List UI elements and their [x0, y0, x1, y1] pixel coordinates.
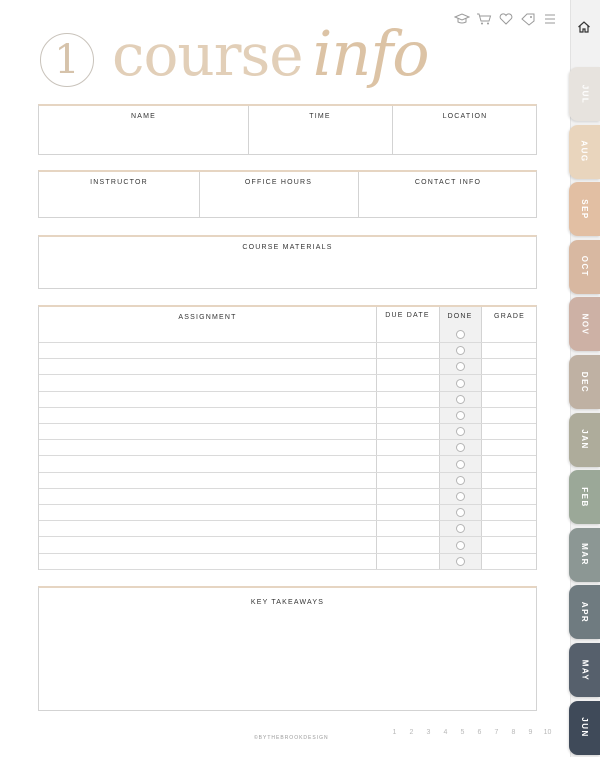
page-number-link[interactable]: 3: [426, 729, 431, 736]
course-basics-box: [38, 104, 537, 155]
table-row: [39, 358, 536, 359]
key-takeaways-label: KEY TAKEAWAYS: [250, 599, 325, 606]
page-number-link[interactable]: 7: [494, 729, 499, 736]
due-date-divider: [376, 307, 377, 569]
title-main: course: [112, 21, 303, 89]
page-number-link[interactable]: 4: [443, 729, 448, 736]
title-script: info: [312, 17, 429, 90]
table-row: [39, 504, 536, 505]
home-icon[interactable]: [576, 19, 592, 35]
table-row: [39, 488, 536, 489]
done-checkbox[interactable]: [456, 330, 465, 339]
page-number-link[interactable]: 5: [460, 729, 465, 736]
table-row: [39, 569, 536, 570]
course-number-badge: 1: [40, 33, 94, 87]
grade-header: GRADE: [494, 313, 525, 320]
grade-divider: [481, 307, 482, 569]
tab-apr[interactable]: [569, 585, 600, 639]
tab-label: OCT: [579, 256, 589, 278]
tag-icon[interactable]: [520, 12, 536, 26]
page-number-link[interactable]: 1: [392, 729, 397, 736]
done-checkbox[interactable]: [456, 395, 465, 404]
page-number-nav: [386, 729, 556, 736]
key-takeaways-box[interactable]: [38, 586, 537, 711]
tab-label: NOV: [580, 313, 589, 336]
table-row: [39, 520, 536, 521]
done-checkbox[interactable]: [456, 557, 465, 566]
footer-brand: ©BYTHEBROOKDESIGN: [254, 735, 329, 741]
tab-aug[interactable]: [569, 125, 600, 179]
tab-label: DEC: [579, 371, 589, 393]
tab-oct[interactable]: [569, 240, 600, 294]
menu-icon[interactable]: [542, 12, 558, 26]
tab-dec[interactable]: [569, 355, 600, 409]
office-hours-label: OFFICE HOURS: [244, 179, 313, 186]
assignments-table: [38, 305, 537, 570]
tab-label: FEB: [580, 486, 589, 508]
assignment-header: ASSIGNMENT: [178, 314, 237, 321]
instructor-label: INSTRUCTOR: [90, 179, 148, 186]
due-date-header: DUE DATE: [385, 312, 430, 319]
done-checkbox[interactable]: [456, 541, 465, 550]
table-row: [39, 472, 536, 473]
course-materials-box: [38, 235, 537, 289]
tab-jan[interactable]: [569, 413, 600, 467]
done-checkbox[interactable]: [456, 379, 465, 388]
tab-label: APR: [579, 601, 589, 624]
table-row: [39, 374, 536, 375]
table-row: [39, 536, 536, 537]
table-row: [39, 439, 536, 440]
tab-label: AUG: [580, 140, 589, 163]
table-row: [39, 407, 536, 408]
heart-icon[interactable]: [498, 12, 514, 26]
tab-nov[interactable]: [569, 297, 600, 351]
table-row: [39, 391, 536, 392]
tab-label: SEP: [579, 198, 589, 220]
page-number-link[interactable]: 9: [528, 729, 533, 736]
done-checkbox[interactable]: [456, 492, 465, 501]
instructor-box: [38, 170, 537, 218]
tab-label: JAN: [579, 429, 589, 450]
course-materials-label: COURSE MATERIALS: [242, 244, 333, 251]
tab-mar[interactable]: [569, 528, 600, 582]
tab-label: MAY: [579, 659, 589, 681]
top-toolbar: [454, 12, 558, 26]
page-title: [112, 14, 429, 94]
location-label: LOCATION: [442, 113, 488, 120]
page-number-link[interactable]: 2: [409, 729, 414, 736]
tab-sep[interactable]: [569, 182, 600, 236]
tab-may[interactable]: [569, 643, 600, 697]
time-label: TIME: [309, 113, 331, 120]
cart-icon[interactable]: [476, 12, 492, 26]
contact-info-label: CONTACT INFO: [414, 179, 482, 186]
page-number-link[interactable]: 6: [477, 729, 482, 736]
tab-label: JUL: [580, 84, 589, 104]
done-divider: [439, 307, 440, 569]
page-number-link[interactable]: 8: [511, 729, 516, 736]
tab-jul[interactable]: [569, 67, 600, 121]
table-row: [39, 455, 536, 456]
done-checkbox[interactable]: [456, 476, 465, 485]
tab-label: JUN: [579, 717, 589, 738]
name-label: NAME: [130, 113, 157, 120]
done-header: DONE: [447, 313, 473, 320]
tab-label: MAR: [580, 543, 589, 567]
table-header-divider: [39, 342, 536, 343]
page-number-link[interactable]: 10: [543, 729, 552, 736]
tab-jun[interactable]: [569, 701, 600, 755]
tab-feb[interactable]: [569, 470, 600, 524]
table-row: [39, 553, 536, 554]
graduation-cap-icon[interactable]: [454, 12, 470, 26]
table-row: [39, 423, 536, 424]
done-checkbox[interactable]: [456, 411, 465, 420]
done-checkbox[interactable]: [456, 460, 465, 469]
